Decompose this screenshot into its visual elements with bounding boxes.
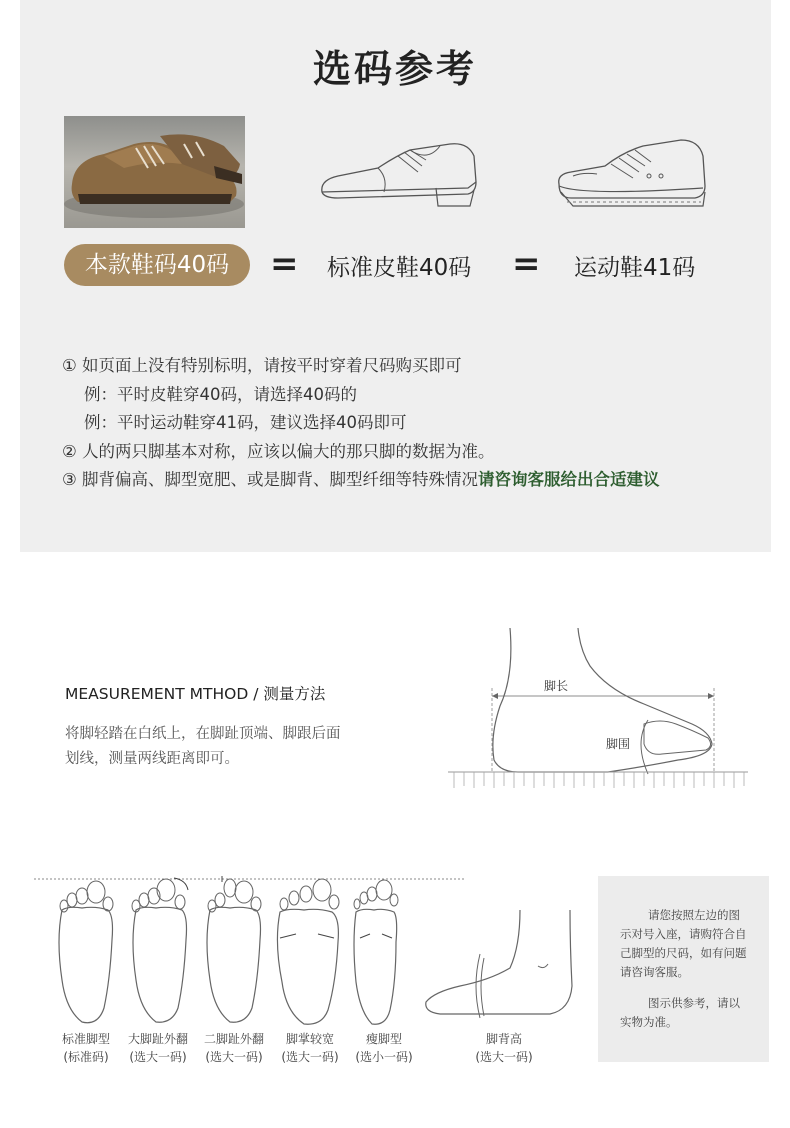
second-toe-foot-icon bbox=[200, 874, 266, 1024]
measurement-desc-line-1: 将脚轻踏在白纸上，在脚趾顶端、脚跟后面 bbox=[65, 726, 341, 742]
foot-girth-label: 脚围 bbox=[606, 737, 631, 751]
this-model-size-badge: 本款鞋码40码 bbox=[64, 244, 250, 286]
wide-foot-icon bbox=[272, 876, 342, 1026]
info-paragraph-2: 图示供参考，请以实物为准。 bbox=[620, 996, 740, 1029]
note-2: ② 人的两只脚基本对称，应该以偏大的那只脚的数据为准。 bbox=[62, 441, 495, 461]
foot-type-label-slim bbox=[344, 1030, 424, 1066]
bunion-foot-icon bbox=[126, 874, 192, 1024]
foot-type-label-second-toe bbox=[194, 1030, 274, 1066]
note-1: ① 如页面上没有特别标明，请按平时穿着尺码购买即可 bbox=[62, 356, 462, 375]
foot-type-advice: (选大一码) bbox=[129, 1050, 187, 1064]
sneaker-size: 运动鞋41码 bbox=[574, 255, 696, 281]
size-notes bbox=[62, 352, 660, 495]
note-3-text: ③ 脚背偏高、脚型宽肥、或是脚背、脚型纤细等特殊情况 bbox=[62, 470, 479, 489]
foot-type-advice: (选小一码) bbox=[355, 1050, 413, 1064]
foot-length-label: 脚长 bbox=[544, 679, 569, 693]
info-paragraph-1: 请您按照左边的图示对号入座，请购符合自己脚型的尺码，如有问题请咨询客服。 bbox=[620, 908, 747, 979]
standard-foot-icon bbox=[52, 880, 116, 1026]
measurement-title: MEASUREMENT MTHOD / 测量方法 bbox=[65, 685, 326, 703]
foot-type-name: 脚掌较宽 bbox=[285, 1032, 334, 1046]
page-title: 选码参考 bbox=[312, 47, 477, 91]
note-1-example-1: 例：平时皮鞋穿40码，请选择40码的 bbox=[84, 384, 357, 404]
note-1-example-2: 例：平时运动鞋穿41码，建议选择40码即可 bbox=[84, 413, 407, 432]
leather-shoe-icon bbox=[318, 132, 483, 212]
leather-shoe-size: 标准皮鞋40码 bbox=[327, 255, 472, 281]
info-box bbox=[598, 876, 769, 1062]
foot-type-name: 大脚趾外翻 bbox=[127, 1032, 188, 1046]
foot-type-name: 二脚趾外翻 bbox=[203, 1032, 264, 1046]
note-3 bbox=[62, 466, 660, 495]
measurement-description bbox=[65, 722, 395, 772]
foot-type-label-bunion bbox=[118, 1030, 198, 1066]
product-photo bbox=[64, 116, 245, 228]
foot-measure-diagram bbox=[448, 626, 748, 796]
equals-sign: = bbox=[512, 244, 541, 284]
equals-sign: = bbox=[270, 244, 299, 284]
foot-type-name: 瘦脚型 bbox=[365, 1032, 402, 1046]
note-3-highlight: 请咨询客服给出合适建议 bbox=[478, 470, 660, 489]
foot-type-label-wide bbox=[270, 1030, 350, 1066]
foot-type-advice: (选大一码) bbox=[281, 1050, 339, 1064]
foot-type-name: 脚背高 bbox=[485, 1032, 522, 1046]
foot-type-label-high-instep bbox=[464, 1030, 544, 1066]
foot-type-advice: (选大一码) bbox=[475, 1050, 533, 1064]
sneaker-icon bbox=[553, 136, 713, 216]
measurement-desc-line-2: 划线，测量两线距离即可。 bbox=[65, 751, 239, 767]
foot-type-label-standard bbox=[46, 1030, 126, 1066]
foot-type-advice: (选大一码) bbox=[205, 1050, 263, 1064]
high-instep-foot-icon bbox=[420, 906, 580, 1030]
slim-foot-icon bbox=[346, 876, 404, 1026]
foot-type-advice: (标准码) bbox=[63, 1050, 109, 1064]
foot-type-name: 标准脚型 bbox=[61, 1032, 110, 1046]
